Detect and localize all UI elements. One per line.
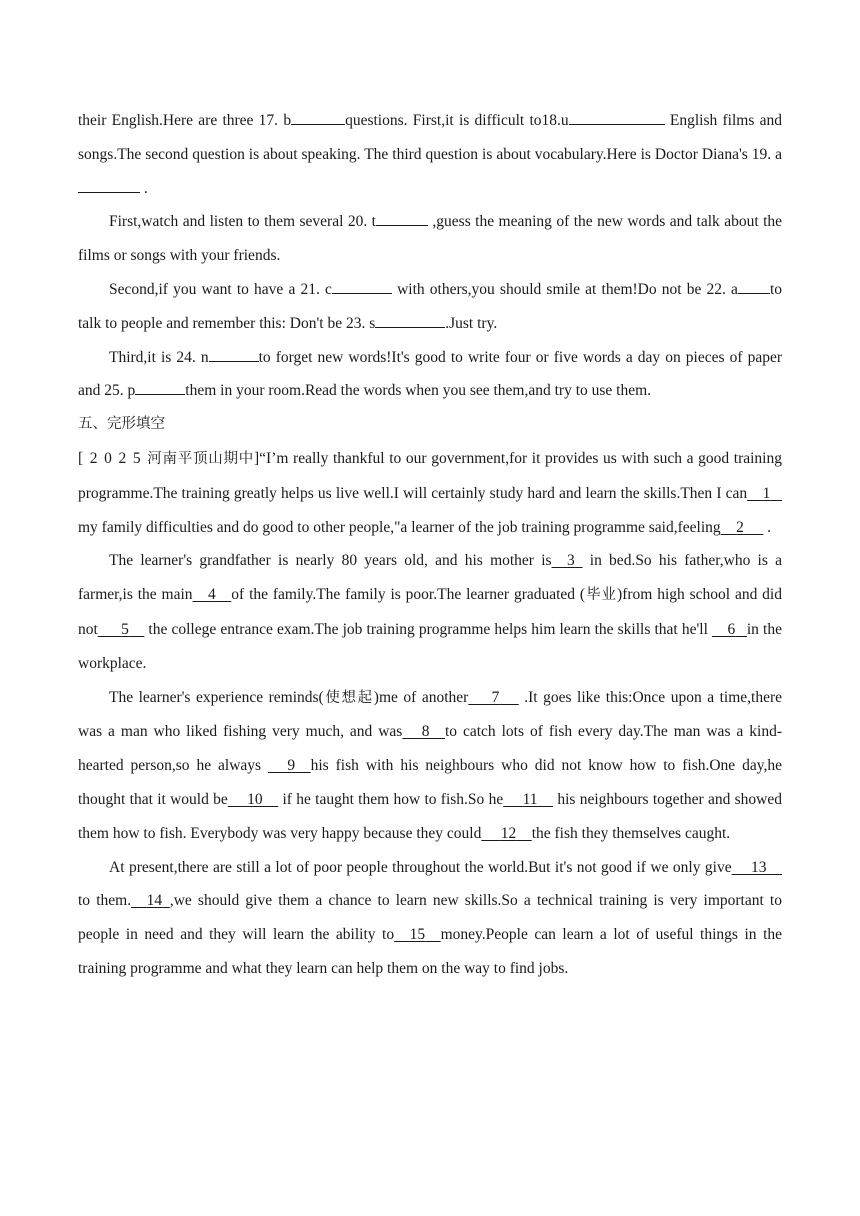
text: with others,you should smile at them!Do not be 22. a [391,280,738,298]
cloze-paragraph-2 [78,544,782,680]
text: . [763,518,772,536]
text: if he taught them how to fish.So he [278,790,504,808]
text: ]“I’m really thankful to our government,for it provides us with such a good training programme.The training greatly helps us live well.I will certainly study hard and learn the skills.Then I can [78,449,782,502]
text: ,guess the meaning of the new words and talk about the films or songs with your friends. [78,213,783,265]
text: The learner's grandfather is nearly 80 years old, and his mother is [109,552,552,570]
answer-blank-22[interactable] [738,278,770,294]
section-heading: 五、完形填空 [78,416,165,433]
text: .It goes like this:Once upon a time,there was a man who liked fishing very much, and was [78,688,783,741]
text: money.People can learn a lot of useful things in the training programme and what they learn can help them on the way to find jobs. [78,926,782,977]
text: Third,it is 24. n [109,348,209,366]
answer-blank-20[interactable] [376,211,428,227]
cloze-blank-13[interactable]: 13 [751,858,767,876]
source-label: 河南平顶山期中 [147,450,255,467]
text: questions. First,it is difficult to18.u [345,112,569,129]
chinese-gloss: 毕业 [585,587,618,604]
cloze-blank-6[interactable]: 6 [727,620,736,638]
cloze-paragraph-4 [78,851,782,986]
cloze-blank-11[interactable]: 11 [522,790,538,808]
text: in the workplace. [78,620,782,672]
cloze-blank-2[interactable]: 2 [736,518,744,536]
cloze-blank-15[interactable]: 15 [409,926,426,944]
cloze-blank-5[interactable]: 5 [121,620,129,638]
paragraph-first-tip [78,205,782,273]
text: )me of another [373,688,469,706]
answer-blank-21[interactable] [332,278,392,294]
cloze-blank-12[interactable]: 12 [500,824,517,842]
cloze-blank-9[interactable]: 9 [287,757,296,775]
cloze-blank-14[interactable]: 14 [146,892,163,910]
text: .Just try. [445,314,498,332]
cloze-blank-8[interactable]: 8 [421,723,430,741]
cloze-blank-1[interactable]: 1 [762,484,771,502]
text: At present,there are still a lot of poor people throughout the world.But it's not good if we only give [109,858,732,876]
paragraph-second-tip [78,273,782,341]
answer-blank-18[interactable] [569,109,665,125]
cloze-paragraph-3 [78,681,782,851]
text: . [140,179,148,197]
text: my family difficulties and do good to other people,"a learner of the job training programme said,feeling [78,518,721,536]
text: his fish with his neighbours who did not know how to fish.One day,he thought that it would be [78,757,782,808]
text: their English.Here are three 17. b [78,112,292,129]
text: )from high school and did not [78,586,782,638]
text: ,we should give them a chance to learn new skills.So a technical training is very important to people in need and they will learn the ability to [78,892,782,944]
text: the college entrance exam.The job training programme helps him learn the skills that he'll [144,620,712,638]
cloze-blank-7[interactable]: 7 [491,688,500,706]
text: his neighbours together and showed them how to fish. Everybody was very happy because they could [78,790,782,842]
cloze-paragraph-1 [78,442,782,544]
text: the fish they themselves caught. [531,824,731,842]
answer-blank-19[interactable] [78,177,140,193]
text: [ 2 0 2 5 [78,449,148,467]
text: English films and songs.The second question is about speaking. The third question is about vocabulary.Here is Doctor Diana's 19. a [78,112,783,163]
cloze-blank-4[interactable]: 4 [208,586,216,604]
text: them in your room.Read the words when you see them,and try to use them. [185,382,652,400]
text: to forget new words!It's good to write four or five words a day on pieces of paper and 25. p [78,348,782,400]
text: to talk to people and remember this: Don't be 23. s [78,280,782,332]
answer-blank-25[interactable] [135,380,185,396]
text: to them. [78,892,132,910]
text: in bed.So his father,who is a farmer,is the main [78,552,782,604]
cloze-blank-10[interactable]: 10 [247,790,263,808]
text: to catch lots of fish every day.The man was a kind-hearted person,so he always [78,723,782,775]
answer-blank-23[interactable] [375,312,445,328]
paragraph-third-tip [78,341,782,409]
document-page [78,104,782,986]
answer-blank-24[interactable] [209,346,259,362]
text: Second,if you want to have a 21. c [109,280,332,298]
text: The learner's experience reminds( [109,688,324,706]
text: of the family.The family is poor.The learner graduated ( [231,586,586,604]
cloze-blank-3[interactable]: 3 [567,552,575,570]
paragraph-intro [78,104,782,205]
text: First,watch and listen to them several 20. t [109,213,376,231]
chinese-gloss: 使想起 [323,689,374,706]
answer-blank-17[interactable] [291,109,345,125]
